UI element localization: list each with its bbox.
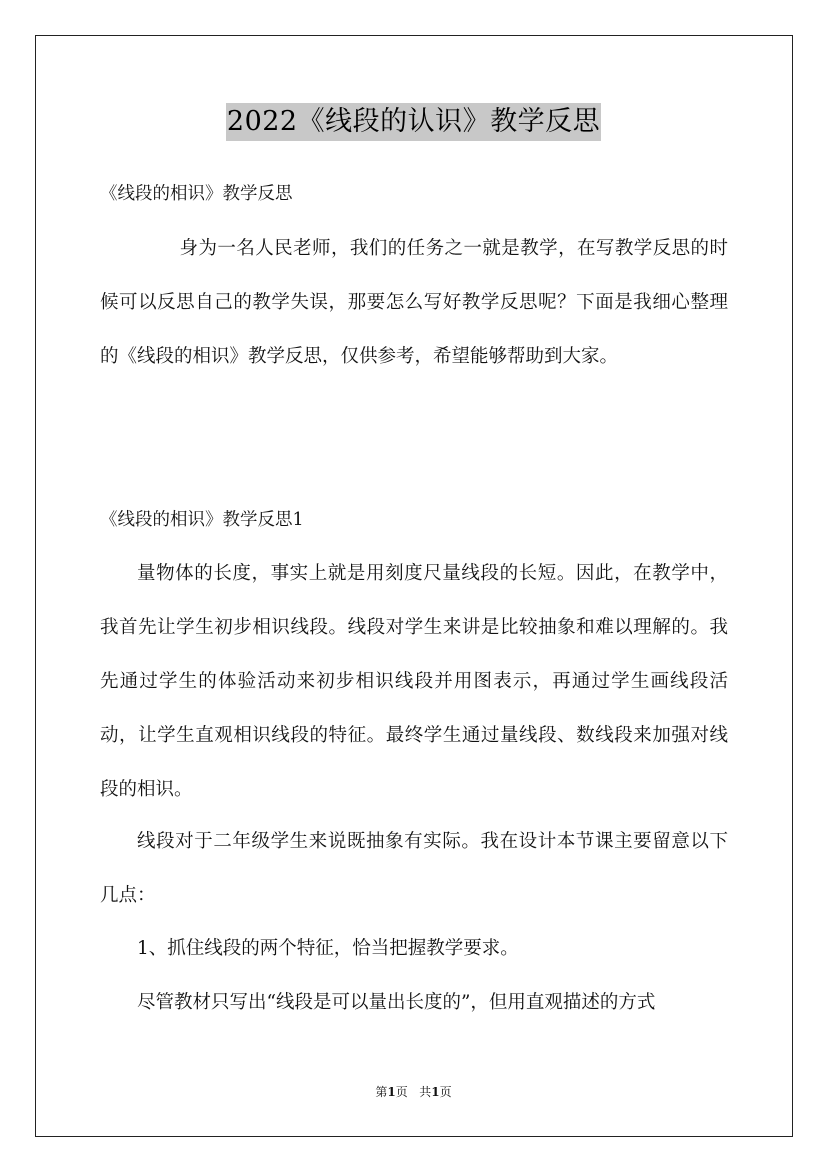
body-paragraph: 线段对于二年级学生来说既抽象有实际。我在设计本节课主要留意以下几点： bbox=[100, 831, 728, 906]
title-container bbox=[0, 103, 827, 141]
body-paragraph: 尽管教材只写出“线段是可以量出长度的”，但用直观描述的方式 bbox=[137, 992, 656, 1013]
document-title: 2022《线段的认识》教学反思 bbox=[226, 103, 601, 141]
page-prefix: 第 bbox=[375, 1085, 388, 1099]
intro-heading: 《线段的相识》教学反思 bbox=[100, 184, 293, 204]
list-item: 1、抓住线段的两个特征，恰当把握教学要求。 bbox=[137, 938, 519, 959]
page-footer bbox=[0, 1083, 827, 1100]
page-suffix: 页 bbox=[395, 1085, 408, 1099]
section-heading: 《线段的相识》教学反思1 bbox=[100, 510, 304, 530]
page-number: 1 bbox=[387, 1085, 396, 1099]
total-suffix: 页 bbox=[439, 1085, 452, 1099]
total-prefix: 共 bbox=[419, 1085, 432, 1099]
body-paragraph: 量物体的长度，事实上就是用刻度尺量线段的长短。因此，在教学中，我首先让学生初步相识线段。线段对学生来讲是比较抽象和难以理解的。我先通过学生的体验活动来初步相识线段并用图表示，再通过学生画线段活动，让学生直观相识线段的特征。最终学生通过量线段、数线段来加强对线段的相识。 bbox=[100, 563, 728, 800]
intro-paragraph: 身为一名人民老师，我们的任务之一就是教学，在写教学反思的时候可以反思自己的教学失误，那要怎么写好教学反思呢？下面是我细心整理的《线段的相识》教学反思，仅供参考，希望能够帮助到大家。 bbox=[100, 238, 728, 367]
total-pages: 1 bbox=[431, 1085, 440, 1099]
